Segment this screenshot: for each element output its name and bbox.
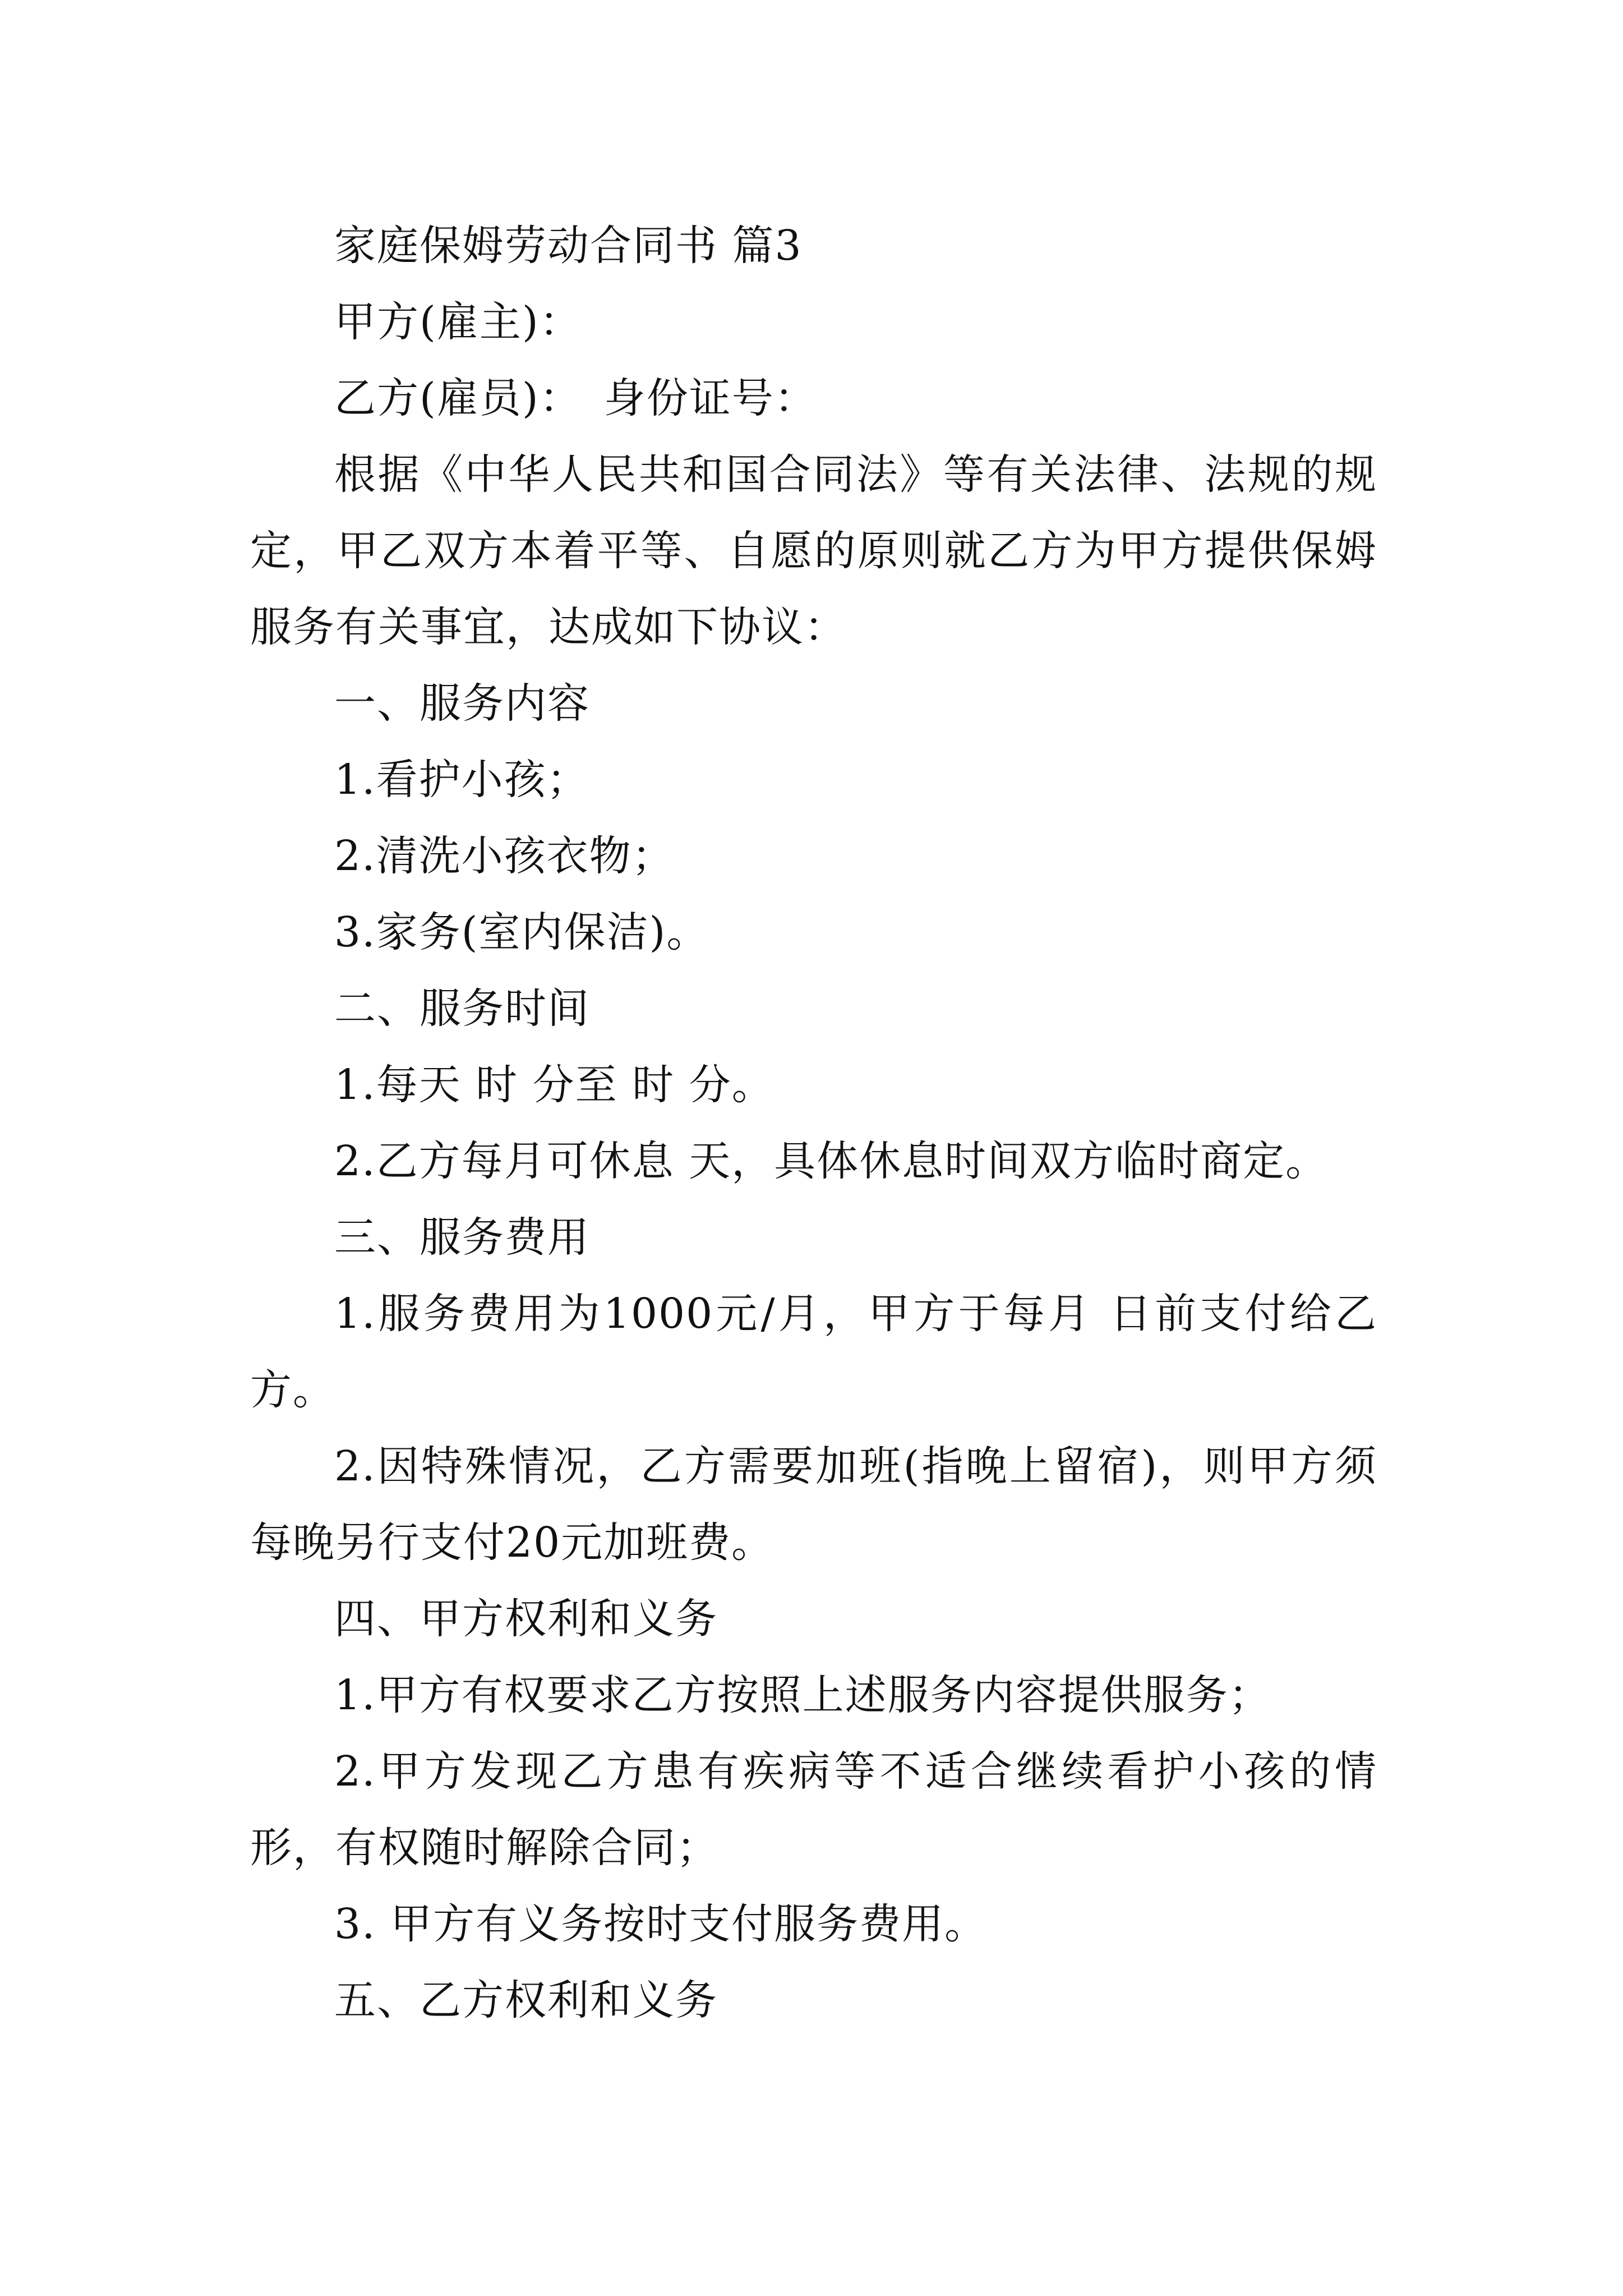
clause-item: 1.每天 时 分至 时 分。 bbox=[334, 1061, 774, 1109]
party-b-line: 乙方(雇员)： 身份证号： bbox=[334, 374, 817, 422]
clause-item: 2.清洗小孩衣物； bbox=[334, 832, 675, 880]
party-a-line: 甲方(雇主)： bbox=[334, 298, 582, 346]
clause-item: 1.看护小孩； bbox=[334, 756, 589, 804]
section-heading-service-time: 二、服务时间 bbox=[334, 984, 590, 1033]
clause-item: 2.甲方发现乙方患有疾病等不适合继续看护小孩的情形，有权随时解除合同； bbox=[250, 1747, 1377, 1872]
document-body bbox=[250, 208, 1377, 2039]
clause-item: 2.因特殊情况，乙方需要加班(指晚上留宿)，则甲方须每晚另行支付20元加班费。 bbox=[250, 1442, 1377, 1567]
section-heading-party-b-rights: 五、乙方权利和义务 bbox=[334, 1976, 718, 2024]
clause-item: 2.乙方每月可休息 天，具体休息时间双方临时商定。 bbox=[334, 1137, 1329, 1185]
clause-item: 3.家务(室内保洁)。 bbox=[334, 908, 709, 956]
clause-item: 1.服务费用为1000元/月，甲方于每月 日前支付给乙方。 bbox=[250, 1290, 1377, 1414]
preamble-paragraph: 根据《中华人民共和国合同法》等有关法律、法规的规定，甲乙双方本着平等、自愿的原则就乙方为甲方提供保姆服务有关事宜，达成如下协议： bbox=[250, 450, 1377, 651]
section-heading-service-content: 一、服务内容 bbox=[334, 679, 590, 728]
document-title: 家庭保姆劳动合同书 篇3 bbox=[334, 222, 803, 270]
section-heading-party-a-rights: 四、甲方权利和义务 bbox=[334, 1595, 718, 1643]
clause-item: 3. 甲方有义务按时支付服务费用。 bbox=[334, 1900, 988, 1948]
section-heading-service-fees: 三、服务费用 bbox=[334, 1213, 590, 1262]
clause-item: 1.甲方有权要求乙方按照上述服务内容提供服务； bbox=[334, 1671, 1271, 1719]
